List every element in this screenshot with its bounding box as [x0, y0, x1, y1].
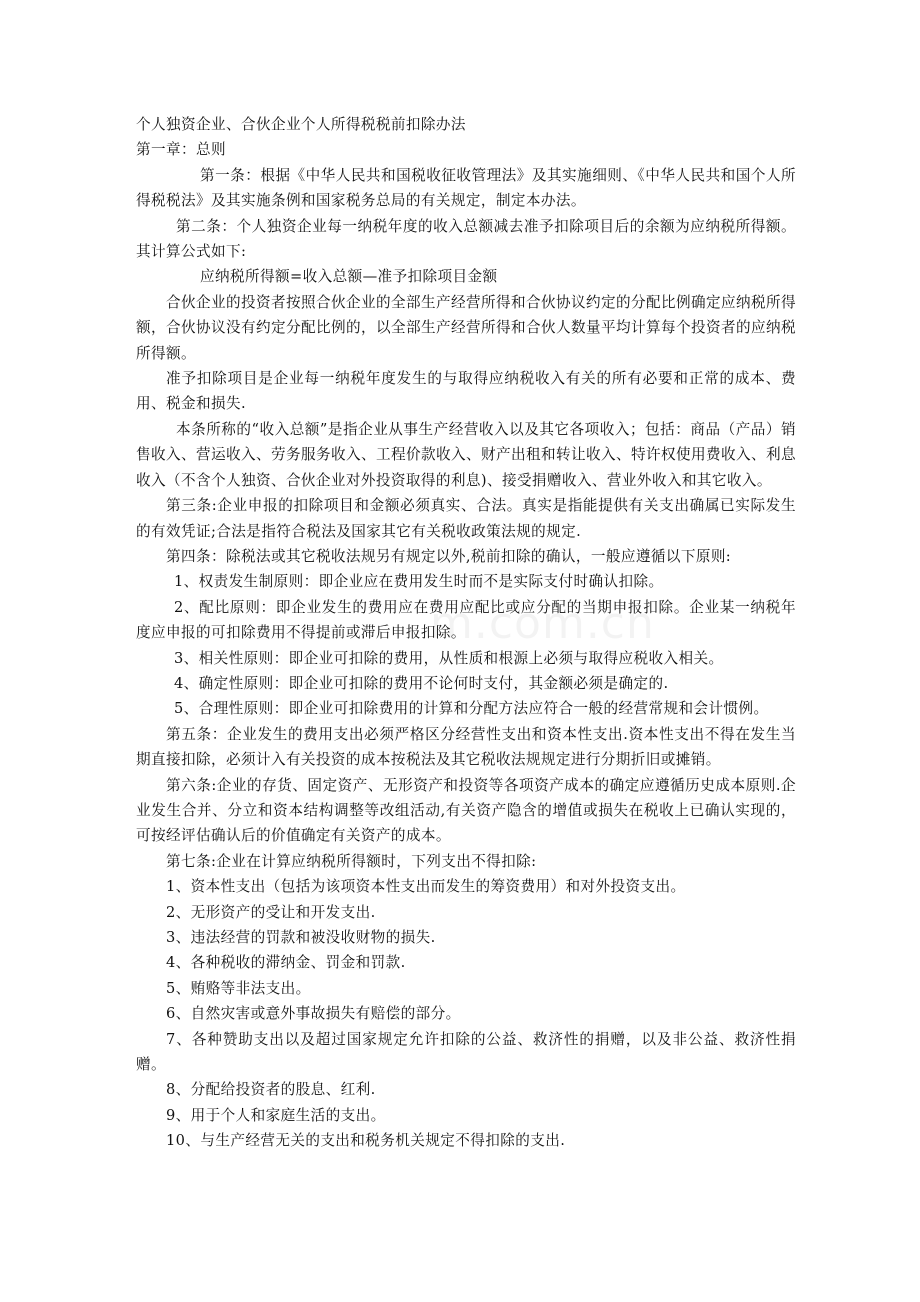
paragraph-total-income: 本条所称的“收入总额”是指企业从事生产经营收入以及其它各项收入；包括：商品（产品）销售收入、营运收入、劳务服务收入、工程价款收入、财产出租和转让收入、特许权使用费收入、利息收入（不含个人独资、合伙企业对外投资取得的利息)、接受捐赠收入、营业外收入和其它收入。	[136, 420, 796, 489]
principle-3: 3、相关性原则：即企业可扣除的费用，从性质和根源上必须与取得应税收入相关。	[174, 649, 724, 667]
list-item: 8、分配给投资者的股息、红利.	[166, 1081, 376, 1099]
document-title: 个人独资企业、合伙企业个人所得税税前扣除办法	[136, 116, 466, 133]
principle-4: 4、确定性原则：即企业可扣除的费用不论何时支付，其金额必须是确定的.	[174, 674, 669, 692]
article-6: 第六条:企业的存货、固定资产、无形资产和投资等各项资产成本的确定应遵循历史成本原则.企业发生合并、分立和资本结构调整等改组活动,有关资产隐含的增值或损失在税收上已确认实现的，可按经评估确认后的价值确定有关资产的成本。	[136, 776, 796, 845]
list-item: 3、违法经营的罚款和被没收财物的损失.	[166, 929, 436, 946]
list-item: 7、各种赞助支出以及超过国家规定允许扣除的公益、救济性的捐赠，以及非公益、救济性捐赠。	[136, 1030, 796, 1074]
list-item: 1、资本性支出（包括为该项资本性支出而发生的筹资费用）和对外投资支出。	[166, 878, 686, 896]
list-item: 10、与生产经营无关的支出和税务机关规定不得扣除的支出.	[166, 1132, 566, 1150]
principle-2: 2、配比原则：即企业发生的费用应在费用应配比或应分配的当期申报扣除。企业某一纳税年度应申报的可扣除费用不得提前或滞后申报扣除。	[136, 598, 796, 642]
watermark	[430, 598, 655, 649]
list-item: 5、贿赂等非法支出。	[166, 979, 311, 997]
list-item: 9、用于个人和家庭生活的支出。	[166, 1106, 386, 1124]
principle-5: 5、合理性原则：即企业可扣除费用的计算和分配方法应符合一般的经营常规和会计惯例。	[174, 700, 769, 718]
paragraph-deductible-items: 准予扣除项目是企业每一纳税年度发生的与取得应纳税收入有关的所有必要和正常的成本、费用、税金和损失.	[136, 370, 796, 413]
list-item: 6、自然灾害或意外事故损失有赔偿的部分。	[166, 1005, 461, 1023]
article-5: 第五条：企业发生的费用支出必须严格区分经营性支出和资本性支出.资本性支出不得在发生当期直接扣除，必须计入有关投资的成本按税法及其它税收法规规定进行分期折旧或摊销。	[136, 725, 796, 769]
article-2: 第二条：个人独资企业每一纳税年度的收入总额减去准予扣除项目后的余额为应纳税所得额。其计算公式如下:	[136, 217, 796, 261]
principle-1: 1、权责发生制原则：即企业应在费用发生时而不是实际支付时确认扣除。	[174, 573, 664, 591]
article-3: 第三条:企业申报的扣除项目和金额必须真实、合法。真实是指能提供有关支出确属已实际发生的有效凭证;合法是指符合税法及国家其它有关税收政策法规的规定.	[136, 497, 796, 540]
paragraph-partnership: 合伙企业的投资者按照合伙企业的全部生产经营所得和合伙协议约定的分配比例确定应纳税所得额，合伙协议没有约定分配比例的，以全部生产经营所得和合伙人数量平均计算每个投资者的应纳税所得额。	[136, 293, 796, 362]
formula-line: 应纳税所得额=收入总额—准予扣除项目金额	[200, 268, 498, 286]
article-4: 第四条：除税法或其它税收法规另有规定以外,税前扣除的确认，一般应遵循以下原则:	[166, 547, 732, 565]
article-1: 第一条：根据《中华人民共和国税收征收管理法》及其实施细则、《中华人民共和国个人所得税税法》及其实施条例和国家税务总局的有关规定，制定本办法。	[136, 166, 796, 210]
chapter-heading: 第一章：总则	[136, 141, 226, 159]
list-item: 4、各种税收的滞纳金、罚金和罚款.	[166, 954, 406, 972]
list-item: 2、无形资产的受让和开发支出.	[166, 903, 376, 921]
article-7: 第七条:企业在计算应纳税所得额时，下列支出不得扣除:	[166, 852, 537, 870]
